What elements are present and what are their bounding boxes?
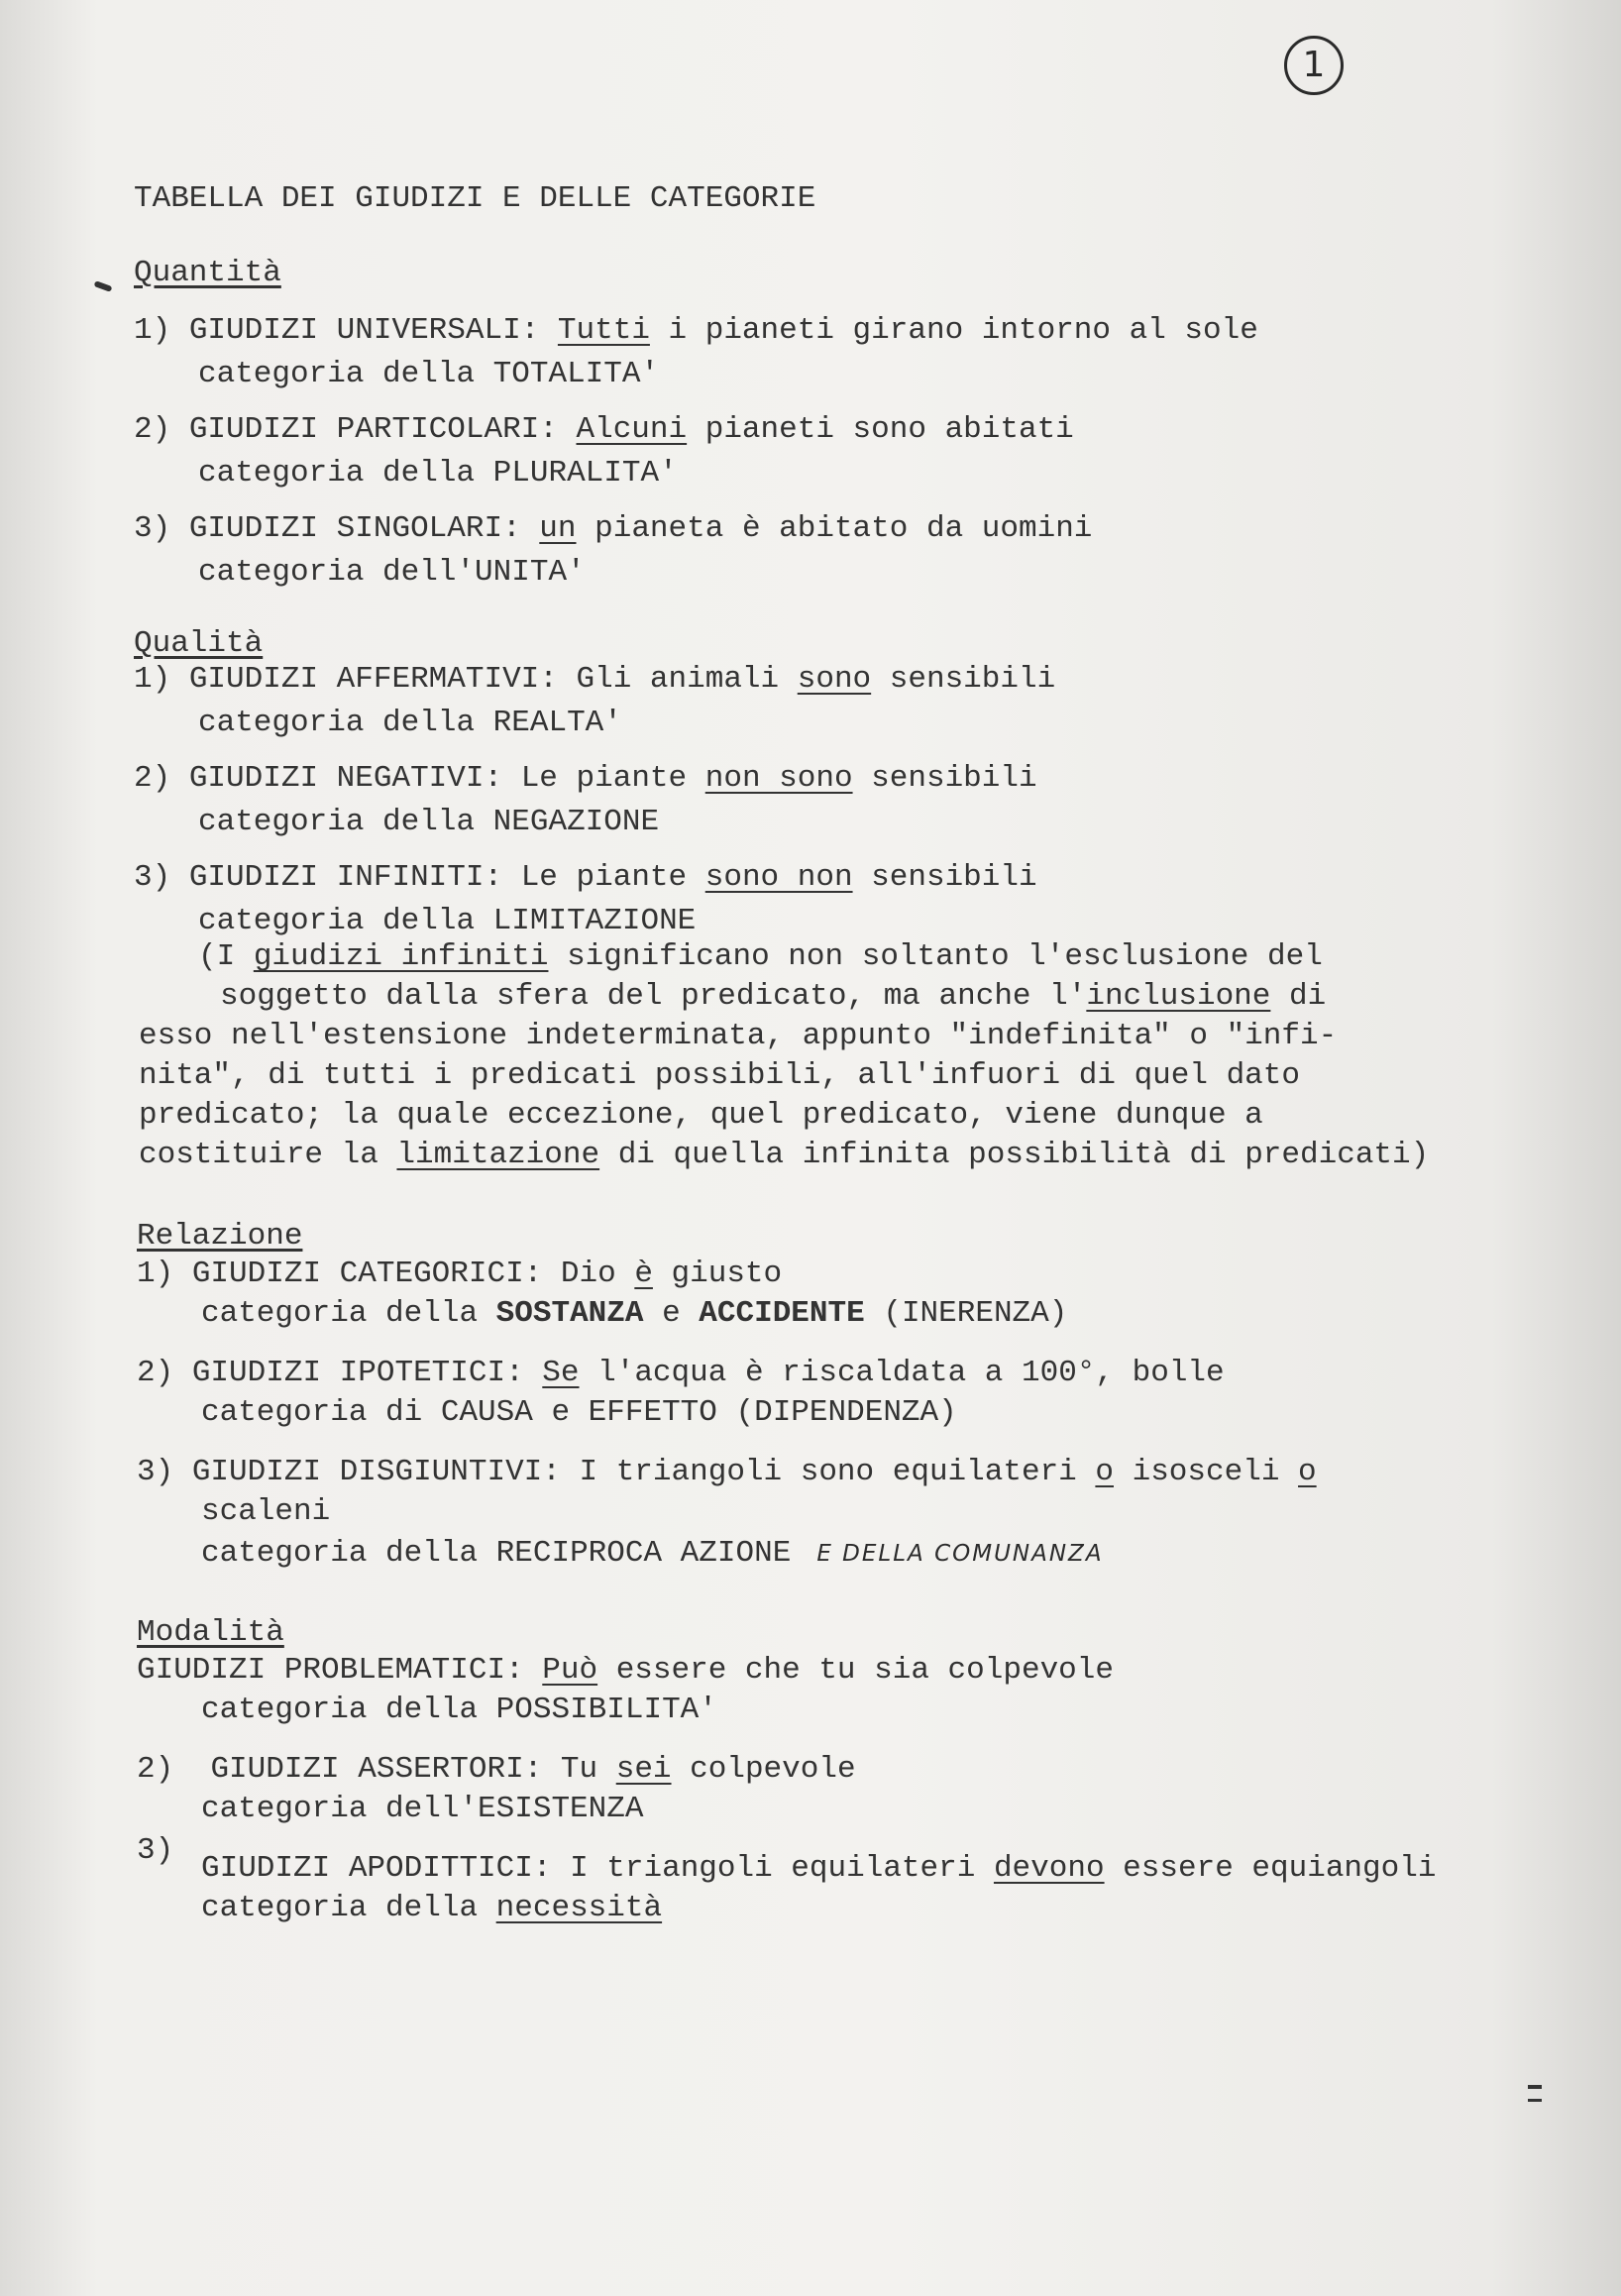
judgment-line: 2) GIUDIZI NEGATIVI: Le piante non sono sensibili xyxy=(134,761,1037,796)
judgment-line: 3) GIUDIZI INFINITI: Le piante sono non sensibili xyxy=(134,860,1037,895)
note-line: soggetto dalla sfera del predicato, ma anche l'inclusione di xyxy=(220,979,1327,1014)
section-heading-quantita: Quantità xyxy=(134,256,281,290)
judgment-continuation-line: scaleni xyxy=(201,1494,331,1529)
document-title: TABELLA DEI GIUDIZI E DELLE CATEGORIE xyxy=(134,181,816,216)
item-number: 3) xyxy=(137,1833,174,1868)
note-line: (I giudizi infiniti significano non soltanto l'esclusione del xyxy=(198,939,1323,974)
category-line: categoria della RECIPROCA AZIONE E DELLA COMUNANZA xyxy=(201,1536,1104,1571)
note-line: costituire la limitazione di quella infinita possibilità di predicati) xyxy=(139,1138,1430,1172)
judgment-line: 2) GIUDIZI ASSERTORI: Tu sei colpevole xyxy=(137,1752,856,1787)
category-line: categoria della SOSTANZA e ACCIDENTE (INERENZA) xyxy=(201,1296,1068,1331)
note-line: nita", di tutti i predicati possibili, all'infuori di quel dato xyxy=(139,1058,1300,1093)
category-line: categoria della necessità xyxy=(201,1891,663,1925)
category-line: categoria dell'ESISTENZA xyxy=(201,1792,644,1826)
category-line: categoria della REALTA' xyxy=(198,706,622,740)
category-line: categoria dell'UNITA' xyxy=(198,555,586,590)
judgment-line: 1) GIUDIZI AFFERMATIVI: Gli animali sono sensibili xyxy=(134,662,1056,697)
page-number: 1 xyxy=(1284,36,1344,95)
section-heading-relazione: Relazione xyxy=(137,1219,303,1254)
judgment-line: 1) GIUDIZI CATEGORICI: Dio è giusto xyxy=(137,1257,783,1291)
category-line: categoria della LIMITAZIONE xyxy=(198,904,697,938)
pen-mark-icon xyxy=(94,280,113,292)
pen-mark-icon xyxy=(1528,2085,1542,2102)
section-heading-modalita: Modalità xyxy=(137,1615,284,1650)
category-line: categoria della TOTALITA' xyxy=(198,357,660,391)
category-line: categoria della POSSIBILITA' xyxy=(201,1693,717,1727)
category-line: categoria della PLURALITA' xyxy=(198,456,678,491)
judgment-line: 2) GIUDIZI IPOTETICI: Se l'acqua è riscaldata a 100°, bolle xyxy=(137,1356,1225,1390)
section-heading-qualita: Qualità xyxy=(134,626,264,661)
judgment-line: 2) GIUDIZI PARTICOLARI: Alcuni pianeti sono abitati xyxy=(134,412,1074,447)
note-line: predicato; la quale eccezione, quel predicato, viene dunque a xyxy=(139,1098,1263,1133)
judgment-line: 3) GIUDIZI DISGIUNTIVI: I triangoli sono equilateri o isosceli o xyxy=(137,1455,1317,1489)
judgment-line: 1) GIUDIZI UNIVERSALI: Tutti i pianeti girano intorno al sole xyxy=(134,313,1258,348)
handwritten-annotation: E DELLA COMUNANZA xyxy=(816,1541,1104,1567)
category-line: categoria di CAUSA e EFFETTO (DIPENDENZA) xyxy=(201,1395,957,1430)
note-line: esso nell'estensione indeterminata, appunto "indefinita" o "infi- xyxy=(139,1019,1338,1053)
judgment-line: GIUDIZI PROBLEMATICI: Può essere che tu sia colpevole xyxy=(137,1653,1114,1688)
category-line: categoria della NEGAZIONE xyxy=(198,805,660,839)
judgment-line: 3) GIUDIZI SINGOLARI: un pianeta è abitato da uomini xyxy=(134,511,1093,546)
judgment-line: GIUDIZI APODITTICI: I triangoli equilateri devono essere equiangoli xyxy=(201,1851,1437,1886)
